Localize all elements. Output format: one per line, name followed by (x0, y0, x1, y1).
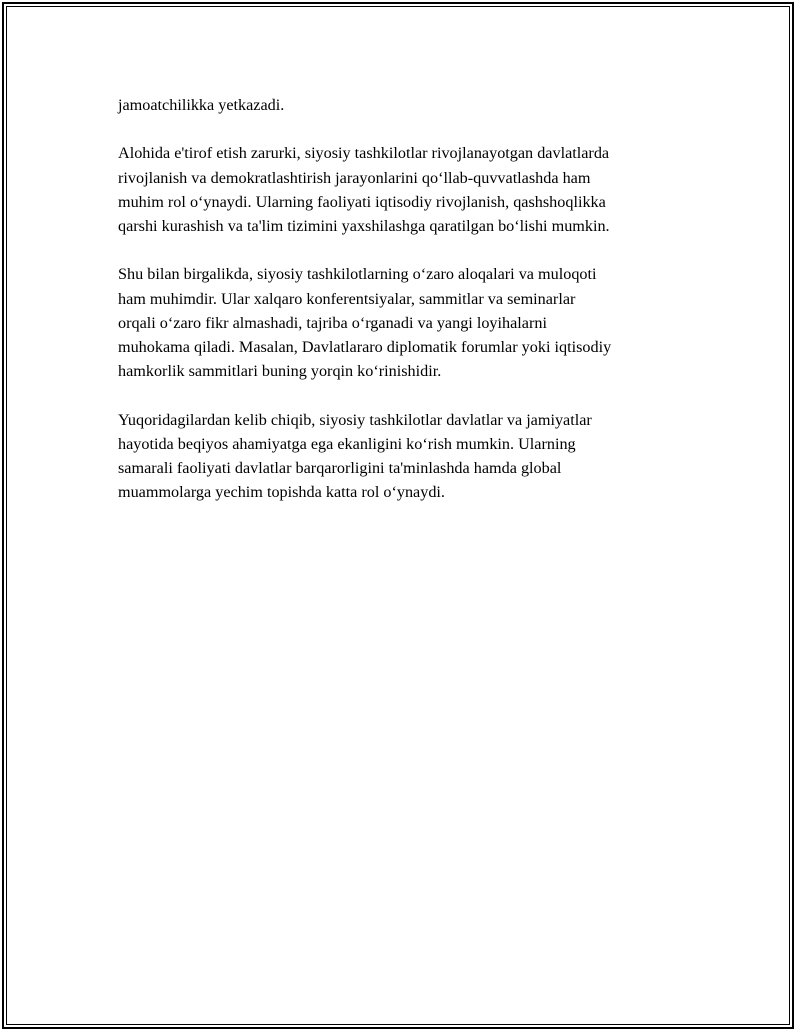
document-body (118, 93, 698, 529)
paragraph-international-cooperation: Shu bilan birgalikda, siyosiy tashkilotlarning oʻzaro aloqalari va muloqoti ham muhimdir. Ular xalqaro konferentsiyalar, sammitlar va seminarlar orqali oʻzaro fikr almashadi, tajriba oʻrganadi va yangi loyihalarni muhokama qiladi. Masalan, Davlatlararo diplomatik forumlar yoki iqtisodiy hamkorlik sammitlari buning yorqin koʻrinishidir. (118, 265, 612, 381)
paragraph-conclusion: Yuqoridagilardan kelib chiqib, siyosiy tashkilotlar davlatlar va jamiyatlar hayotida beqiyos ahamiyatga ega ekanligini koʻrish mumkin. Ularning samarali faoliyati davlatlar barqarorligini ta'minlashda hamda global muammolarga yechim topishda katta rol oʻynaydi. (118, 410, 592, 502)
paragraph-development-role: Alohida e'tirof etish zarurki, siyosiy tashkilotlar rivojlanayotgan davlatlarda rivojlanish va demokratlashtirish jarayonlarini qoʻllab-quvvatlashda ham muhim rol oʻynaydi. Ularning faoliyati iqtisodiy rivojlanish, qashshoqlikka qarshi kurashish va ta'lim tizimini yaxshilashga qaratilgan boʻlishi mumkin. (118, 144, 610, 235)
paragraph-continuation: jamoatchilikka yetkazadi. (118, 96, 285, 114)
